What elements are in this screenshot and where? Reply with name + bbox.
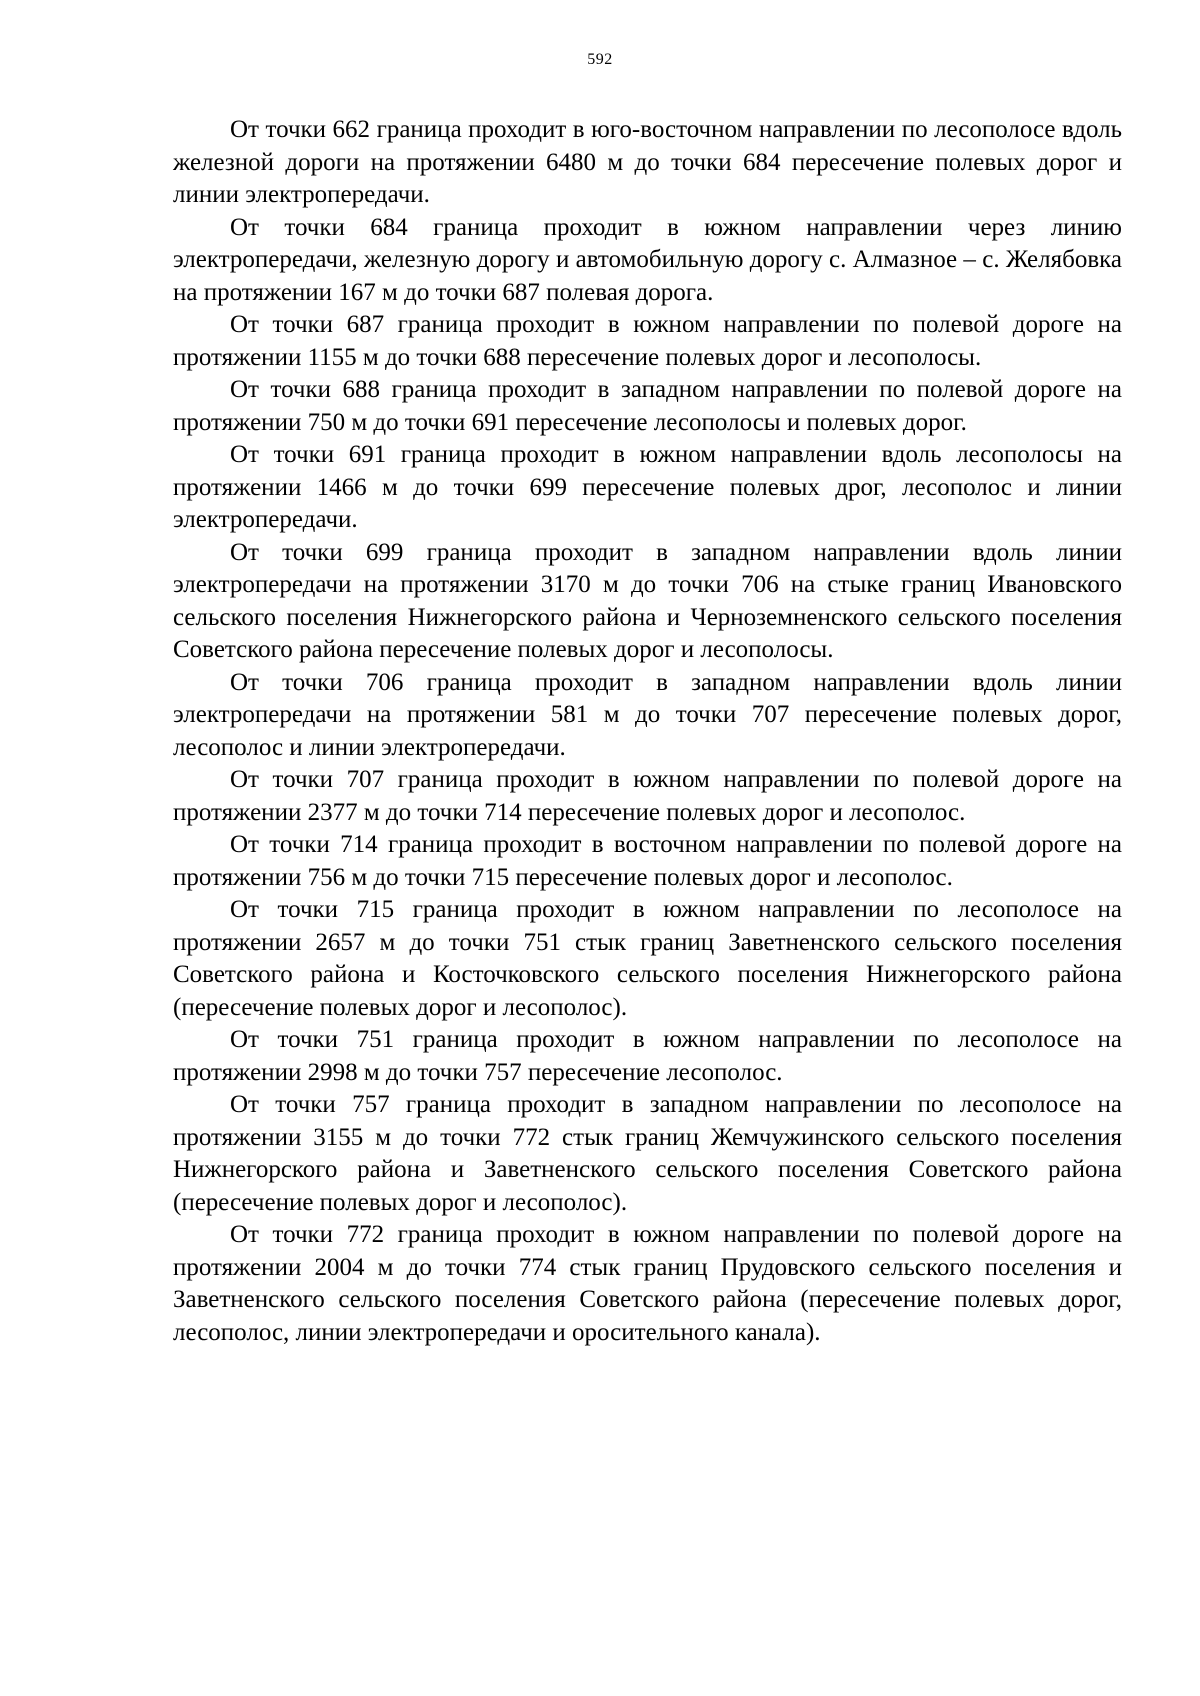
paragraph: От точки 662 граница проходит в юго-восточном направлении по лесополосе вдоль железной дороги на протяжении 6480 м до точки 684 пересечение полевых дорог и линии электропередачи. bbox=[173, 116, 1122, 208]
paragraph: От точки 715 граница проходит в южном направлении по лесополосе на протяжении 2657 м до точки 751 стык границ Заветненского сельского поселения Советского района и Косточковского сельского поселения Нижнегорского района (пересечение полевых дорог и лесополос). bbox=[173, 896, 1122, 1021]
paragraph: От точки 751 граница проходит в южном направлении по лесополосе на протяжении 2998 м до точки 757 пересечение лесополос. bbox=[173, 1026, 1122, 1086]
page-number: 592 bbox=[587, 51, 613, 68]
paragraph: От точки 772 граница проходит в южном направлении по полевой дороге на протяжении 2004 м до точки 774 стык границ Прудовского сельского поселения и Заветненского сельского поселения Советского района (пересечение полевых дорог, лесополос, линии электропередачи и оросительного канала). bbox=[173, 1221, 1122, 1346]
paragraph: От точки 699 граница проходит в западном направлении вдоль линии электропередачи на протяжении 3170 м до точки 706 на стыке границ Ивановского сельского поселения Нижнегорского района и Черноземненского сельского поселения Советского района пересечение полевых дорог и лесополосы. bbox=[173, 538, 1122, 663]
paragraph: От точки 714 граница проходит в восточном направлении по полевой дороге на протяжении 756 м до точки 715 пересечение полевых дорог и лесополос. bbox=[173, 831, 1122, 891]
paragraph: От точки 707 граница проходит в южном направлении по полевой дороге на протяжении 2377 м до точки 714 пересечение полевых дорог и лесополос. bbox=[173, 766, 1122, 826]
paragraph: От точки 706 граница проходит в западном направлении вдоль линии электропередачи на протяжении 581 м до точки 707 пересечение полевых дорог, лесополос и линии электропередачи. bbox=[173, 668, 1122, 761]
document-body bbox=[173, 114, 1122, 1349]
paragraph: От точки 691 граница проходит в южном направлении вдоль лесополосы на протяжении 1466 м до точки 699 пересечение полевых дрог, лесополос и линии электропередачи. bbox=[173, 441, 1122, 533]
paragraph: От точки 687 граница проходит в южном направлении по полевой дороге на протяжении 1155 м до точки 688 пересечение полевых дорог и лесополосы. bbox=[173, 311, 1122, 371]
paragraph: От точки 757 граница проходит в западном направлении по лесополосе на протяжении 3155 м до точки 772 стык границ Жемчужинского сельского поселения Нижнегорского района и Заветненского сельского поселения Советского района (пересечение полевых дорог и лесополос). bbox=[173, 1091, 1122, 1216]
paragraph: От точки 684 граница проходит в южном направлении через линию электропередачи, железную дорогу и автомобильную дорогу с. Алмазное – с. Желябовка на протяжении 167 м до точки 687 полевая дорога. bbox=[173, 213, 1122, 306]
paragraph: От точки 688 граница проходит в западном направлении по полевой дороге на протяжении 750 м до точки 691 пересечение лесополосы и полевых дорог. bbox=[173, 376, 1122, 436]
